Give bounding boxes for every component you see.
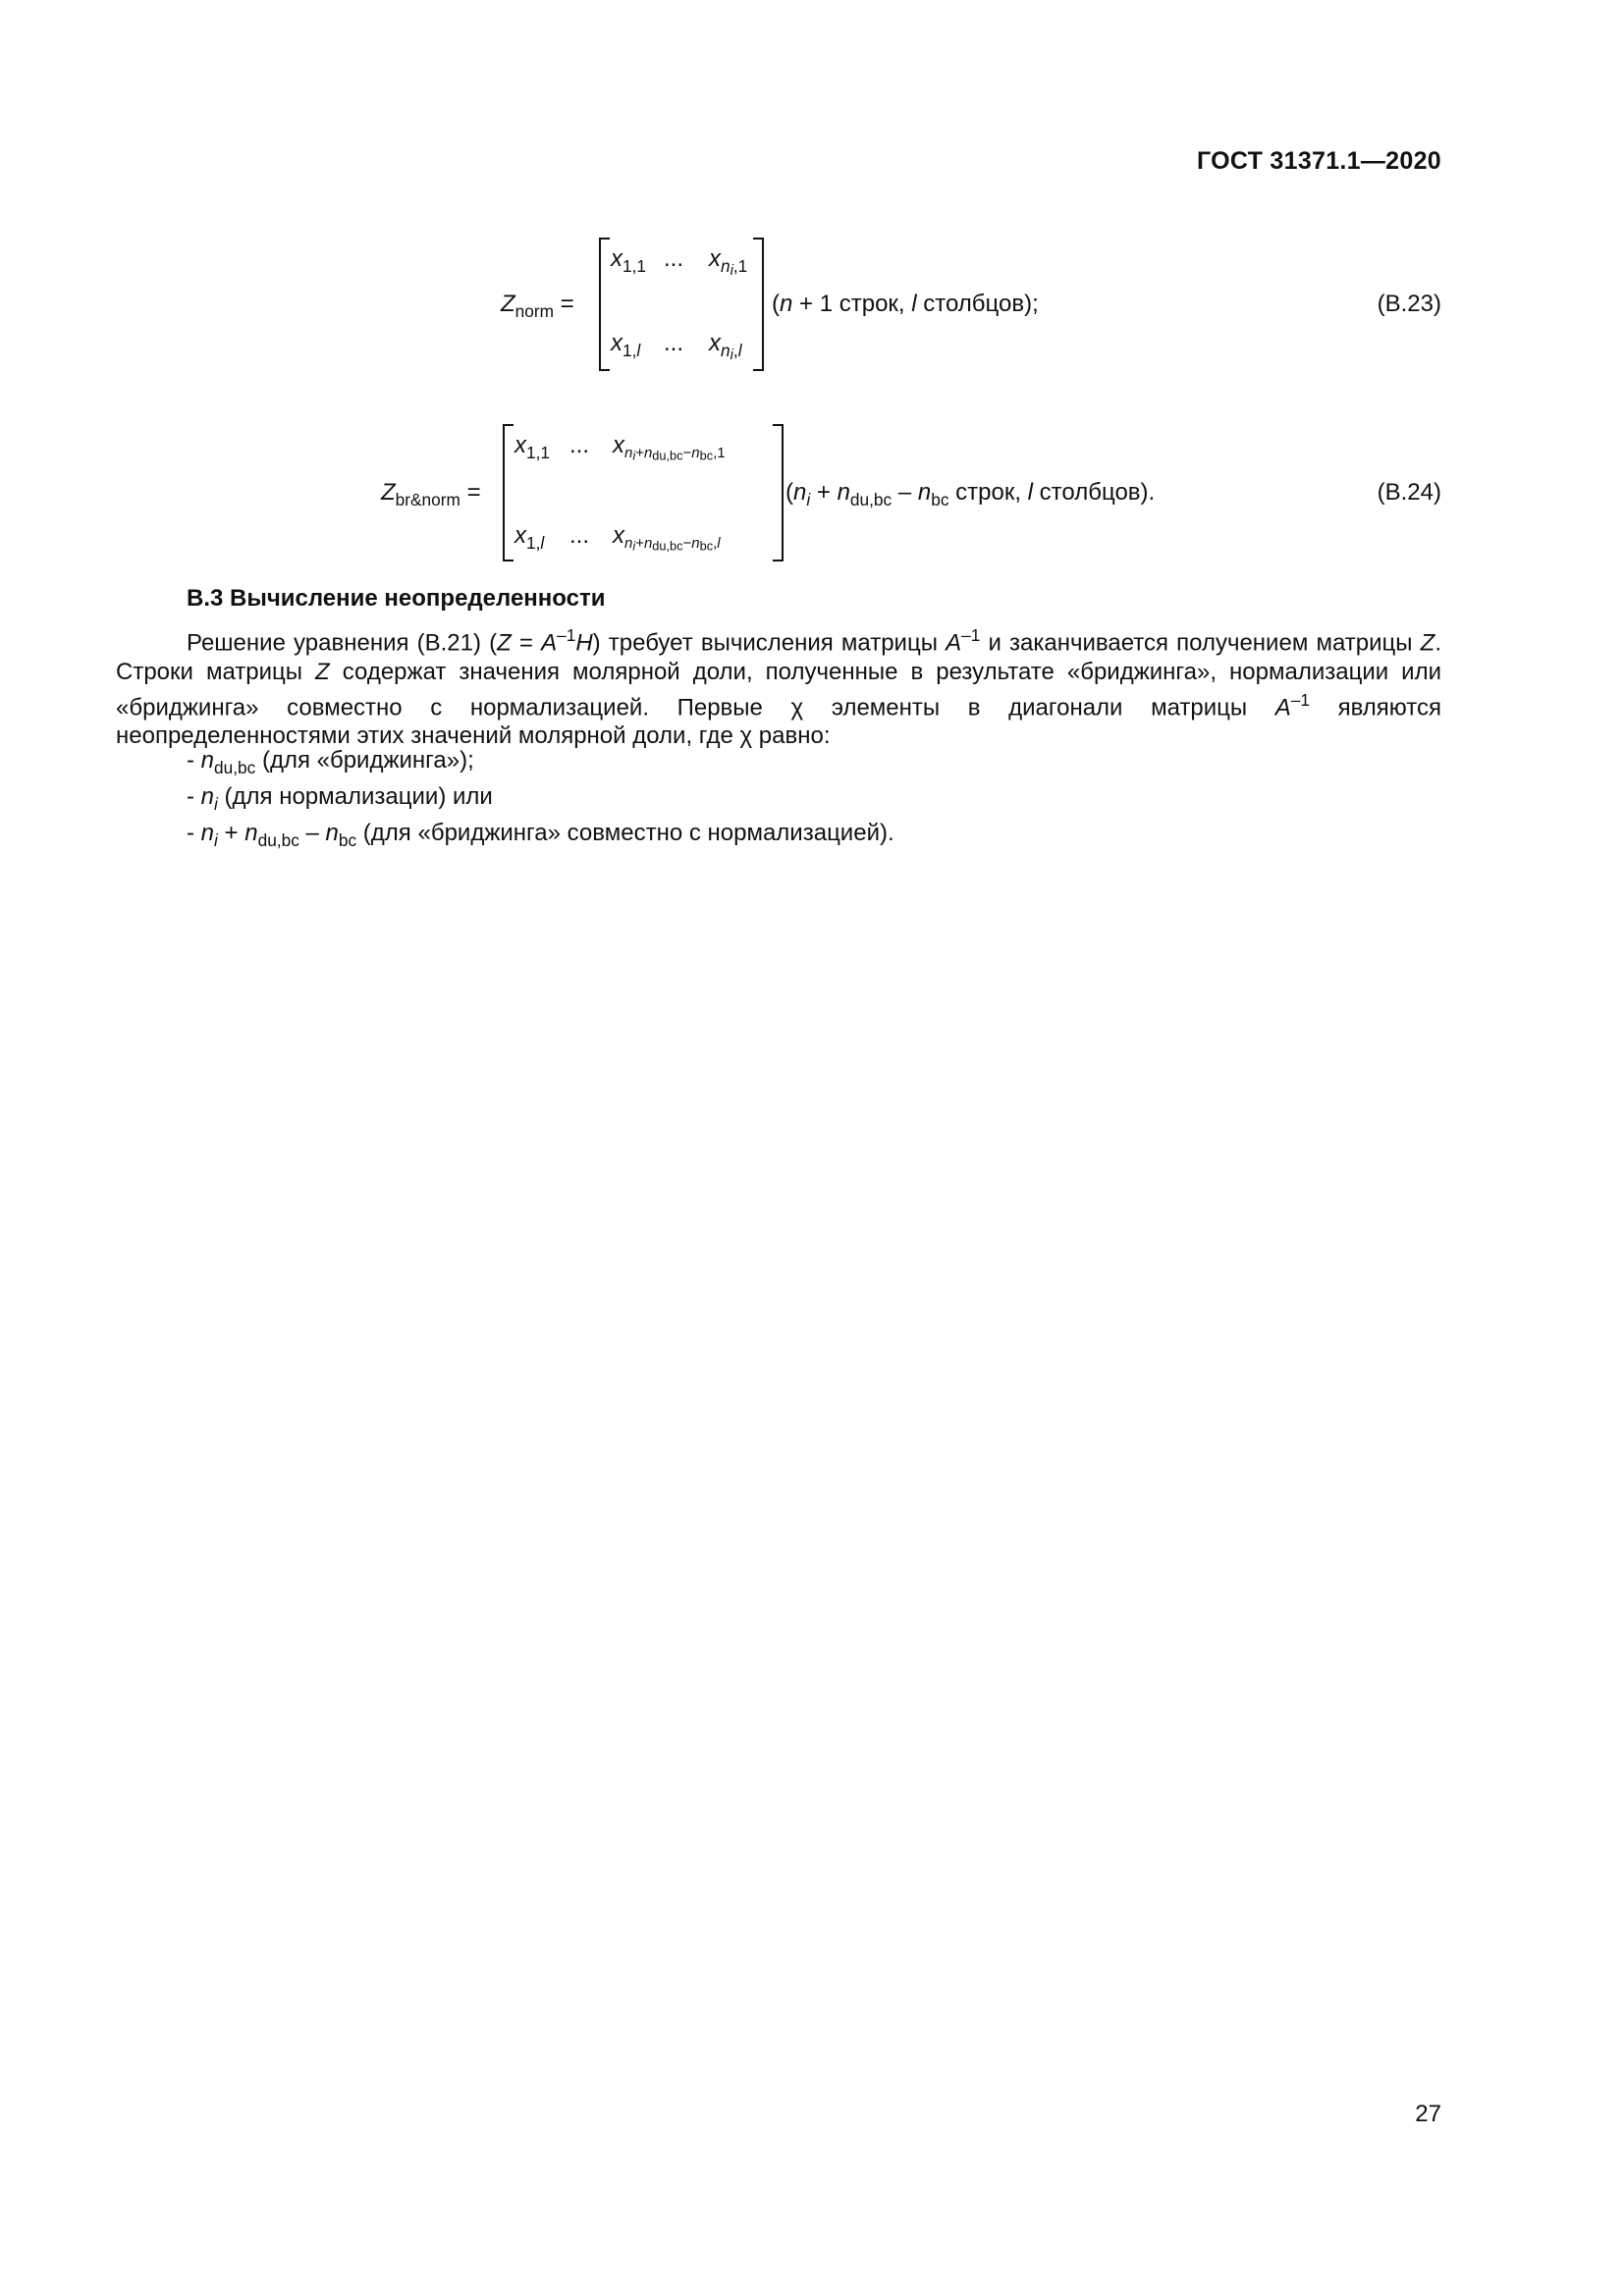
list-item: - $n_{du,bc}$ (для «бриджинга»);	[187, 747, 474, 778]
matrix-cell-x-1-l: $x_{1,l}$	[514, 522, 545, 554]
matrix-cell-x-ni-1: $x_{ni,1}$	[709, 245, 748, 279]
equation-b24-description: ($n_i + n_{du,bc} - n_{bc}$ строк, l столбцов).	[785, 479, 1156, 510]
matrix-cell-x-1-l: $x_{1,l}$	[611, 330, 641, 361]
matrix-cell-x-top-right: $x_{ni+ndu,bc-nbc,1}$	[613, 432, 726, 463]
equation-b23-lhs: $Z_{norm}$ =	[501, 291, 574, 322]
list-item: - $n_i + n_{du,bc} - n_{bc}$ (для «бриджинга» совместно с нормализацией).	[187, 820, 894, 851]
matrix-cell-x-1-1: $x_{1,1}$	[611, 245, 647, 277]
body-paragraph: Решение уравнения (В.21) $(Z = A^{-1}H)$ требует вычисления матрицы $A^{-1}$ и заканчивается получением матрицы Z. Строки матрицы Z содержат значения молярной доли, полученные в результате «бриджинга», нормализации или «бриджинга» совместно с нормализацией. Первые χ элементы в диагонали матрицы $A^{-1}$ являются неопределенностями этих значений молярной доли, где χ равно:	[116, 625, 1441, 749]
matrix-cell-x-bottom-right: $x_{ni+ndu,bc-nbc,l}$	[613, 522, 721, 554]
equation-number-b24: (В.24)	[1377, 479, 1441, 506]
matrix-ellipsis: ...	[569, 522, 590, 549]
matrix-ellipsis: ...	[569, 432, 590, 458]
list-item: - $n_i$ (для нормализации) или	[187, 783, 493, 815]
page-number: 27	[1415, 2101, 1441, 2127]
matrix-cell-x-1-1: $x_{1,1}$	[514, 432, 551, 463]
equation-number-b23: (В.23)	[1377, 291, 1441, 317]
matrix-z-br-norm	[503, 424, 784, 561]
matrix-ellipsis: ...	[664, 245, 684, 272]
chi-definition-list	[187, 746, 894, 855]
document-code-header: ГОСТ 31371.1—2020	[1196, 147, 1441, 175]
matrix-ellipsis: ...	[664, 330, 684, 356]
matrix-cell-x-ni-l: $x_{ni,l}$	[709, 330, 742, 363]
equation-b24-lhs: $Z_{br\&norm}$ =	[381, 479, 481, 510]
section-heading: В.3 Вычисление неопределенности	[187, 585, 606, 612]
equation-b23-description: (n + 1 строк, l столбцов);	[772, 291, 1039, 317]
matrix-z-norm	[599, 238, 764, 371]
equation-b23	[0, 236, 1624, 373]
equation-b24	[0, 420, 1624, 563]
